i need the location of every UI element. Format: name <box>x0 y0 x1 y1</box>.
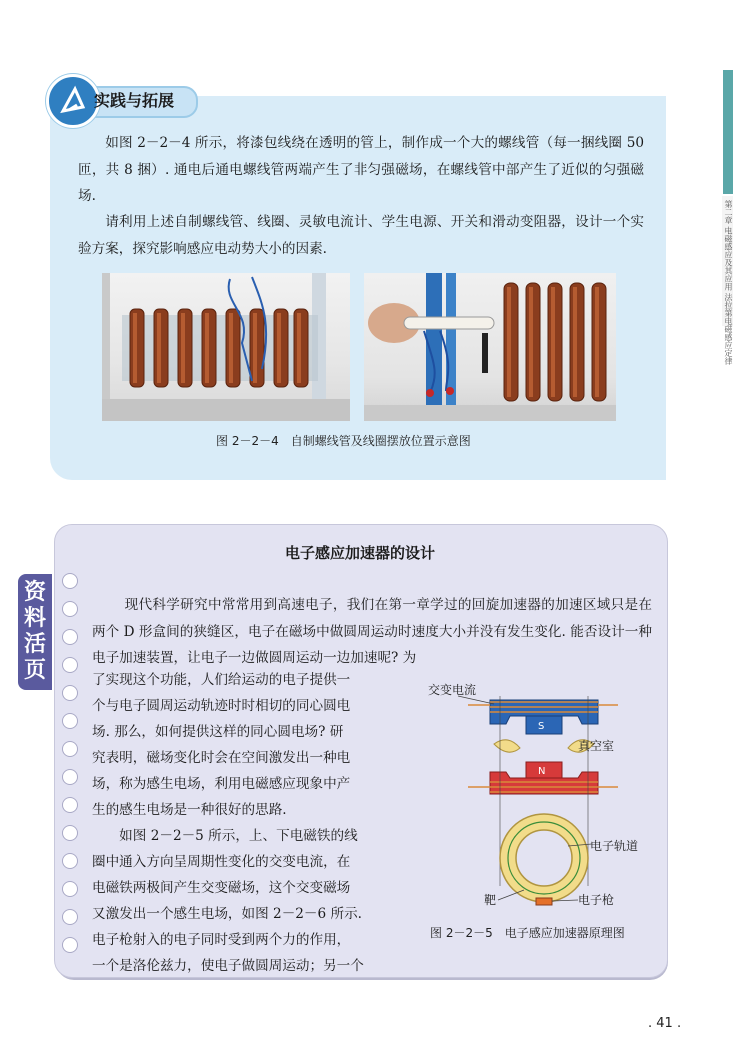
practice-paragraph-1: 如图 2－2－4 所示，将漆包线绕在透明的管上，制作成一个大的螺线管（每一捆线圈 50 匝，共 8 捆）. 通电后通电螺线管两端产生了非匀强磁场，在螺线管中部产生了近似的匀强磁场. <box>78 135 644 204</box>
info-paragraph-1: 现代科学研究中常常用到高速电子，我们在第一章学过的回旋加速器的加速区域只是在两个 D 形盒间的狭缝区，电子在磁场中做圆周运动时速度大小并没有发生变化. 能否设计一种电子加速装置，让电子一边做圆周运动一边加速呢? 为 <box>92 597 652 666</box>
binder-hole <box>62 741 78 757</box>
binder-hole <box>62 909 78 925</box>
info-line: 电子枪射入的电子同时受到两个力的作用， <box>92 932 351 948</box>
binder-hole <box>62 685 78 701</box>
info-line: 场. 那么，如何提供这样的同心圆电场? 研 <box>92 724 344 740</box>
figure-caption-2-2-5: 图 2－2－5 电子感应加速器原理图 <box>430 926 625 940</box>
label-electron-orbit: 电子轨道 <box>590 839 639 853</box>
binder-hole <box>62 881 78 897</box>
binder-hole <box>62 713 78 729</box>
binder-hole <box>62 573 78 589</box>
info-line: 了实现这个功能，人们给运动的电子提供一 <box>92 672 351 688</box>
binder-hole <box>62 825 78 841</box>
practice-logo-icon <box>46 74 100 128</box>
label-vacuum-chamber: 真空室 <box>578 739 615 753</box>
info-line: 个与电子圆周运动轨迹时时相切的同心圆电 <box>92 698 351 714</box>
chapter-edge-tab <box>723 70 733 194</box>
label-ac-current: 交变电流 <box>428 683 477 697</box>
binder-hole <box>62 937 78 953</box>
info-line: 场，称为感生电场，利用电磁感应现象中产 <box>92 776 351 792</box>
info-line: 生的感生电场是一种很好的思路. <box>92 802 287 818</box>
info-line: 又激发出一个感生电场，如图 2－2－6 所示. <box>92 906 363 922</box>
info-side-tab-label: 资料活页 <box>23 580 46 683</box>
solenoid-photo-left <box>102 273 350 421</box>
info-line: 电磁铁两极间产生交变磁场，这个交变磁场 <box>92 880 351 896</box>
binder-hole <box>62 601 78 617</box>
binder-hole <box>62 657 78 673</box>
info-line: 如图 2－2－5 所示，上、下电磁铁的线 <box>92 828 358 844</box>
label-target: 靶 <box>484 893 497 907</box>
info-line: 一个是洛伦兹力，使电子做圆周运动；另一个 <box>92 958 364 974</box>
practice-paragraph-2: 请利用上述自制螺线管、线圈、灵敏电流计、学生电源、开关和滑动变阻器，设计一个实验方案，探究影响感应电动势大小的因素. <box>78 214 644 257</box>
page-number: . 41 . <box>648 1016 682 1031</box>
binder-hole <box>62 853 78 869</box>
label-electron-gun: 电子枪 <box>578 893 615 907</box>
binder-hole <box>62 629 78 645</box>
label-south-pole: S <box>538 721 545 732</box>
binder-hole <box>62 769 78 785</box>
info-line: 究表明，磁场变化时会在空间激发出一种电 <box>92 750 351 766</box>
practice-title: 实践与拓展 <box>94 91 175 110</box>
chapter-edge-text: 第二章 电磁感应及其应用 法拉第电磁感应定律 <box>724 200 733 366</box>
figure-caption-2-2-4: 图 2－2－4 自制螺线管及线圈摆放位置示意图 <box>216 434 471 448</box>
info-title: 电子感应加速器的设计 <box>284 544 435 562</box>
label-north-pole: N <box>538 766 546 777</box>
accelerator-diagram <box>428 676 664 916</box>
coil-photo-right <box>364 273 616 421</box>
binder-hole <box>62 797 78 813</box>
info-line: 圈中通入方向呈周期性变化的交变电流，在 <box>92 854 351 870</box>
